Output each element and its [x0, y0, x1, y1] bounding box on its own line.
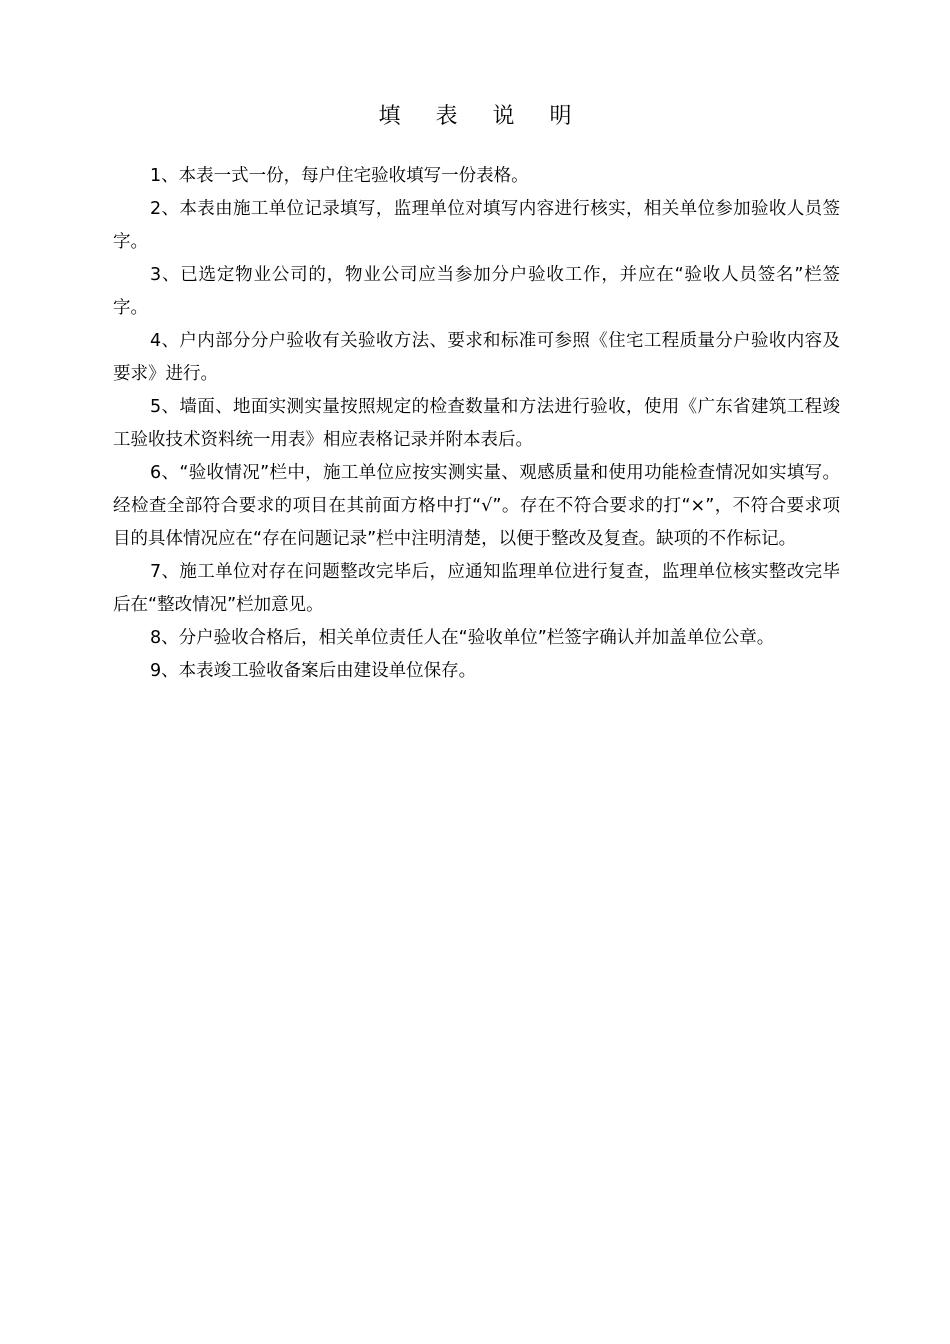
instruction-paragraph-3: 3、已选定物业公司的，物业公司应当参加分户验收工作，并应在“验收人员签名”栏签字。 [113, 265, 840, 318]
instruction-paragraph-1: 1、本表一式一份，每户住宅验收填写一份表格。 [150, 166, 529, 186]
instruction-paragraph-5: 5、墙面、地面实测实量按照规定的检查数量和方法进行验收，使用《广东省建筑工程竣工验收技术资料统一用表》相应表格记录并附本表后。 [113, 397, 840, 450]
instruction-paragraph-2: 2、本表由施工单位记录填写，监理单位对填写内容进行核实，相关单位参加验收人员签字。 [113, 199, 840, 252]
document-title: 填 表 说 明 [378, 104, 586, 129]
instruction-paragraph-6: 6、“验收情况”栏中，施工单位应按实测实量、观感质量和使用功能检查情况如实填写。经检查全部符合要求的项目在其前面方格中打“√”。存在不符合要求的打“×”，不符合要求项目的具体情况应在“存在问题记录”栏中注明清楚，以便于整改及复查。缺项的不作标记。 [113, 463, 840, 549]
instruction-paragraph-7: 7、施工单位对存在问题整改完毕后，应通知监理单位进行复查，监理单位核实整改完毕后在“整改情况”栏加意见。 [113, 562, 840, 615]
instructions-body [113, 160, 840, 688]
instruction-paragraph-4: 4、户内部分分户验收有关验收方法、要求和标准可参照《住宅工程质量分户验收内容及要求》进行。 [113, 331, 840, 384]
instruction-paragraph-9: 9、本表竣工验收备案后由建设单位保存。 [150, 661, 477, 681]
instruction-paragraph-8: 8、分户验收合格后，相关单位责任人在“验收单位”栏签字确认并加盖单位公章。 [150, 628, 775, 648]
